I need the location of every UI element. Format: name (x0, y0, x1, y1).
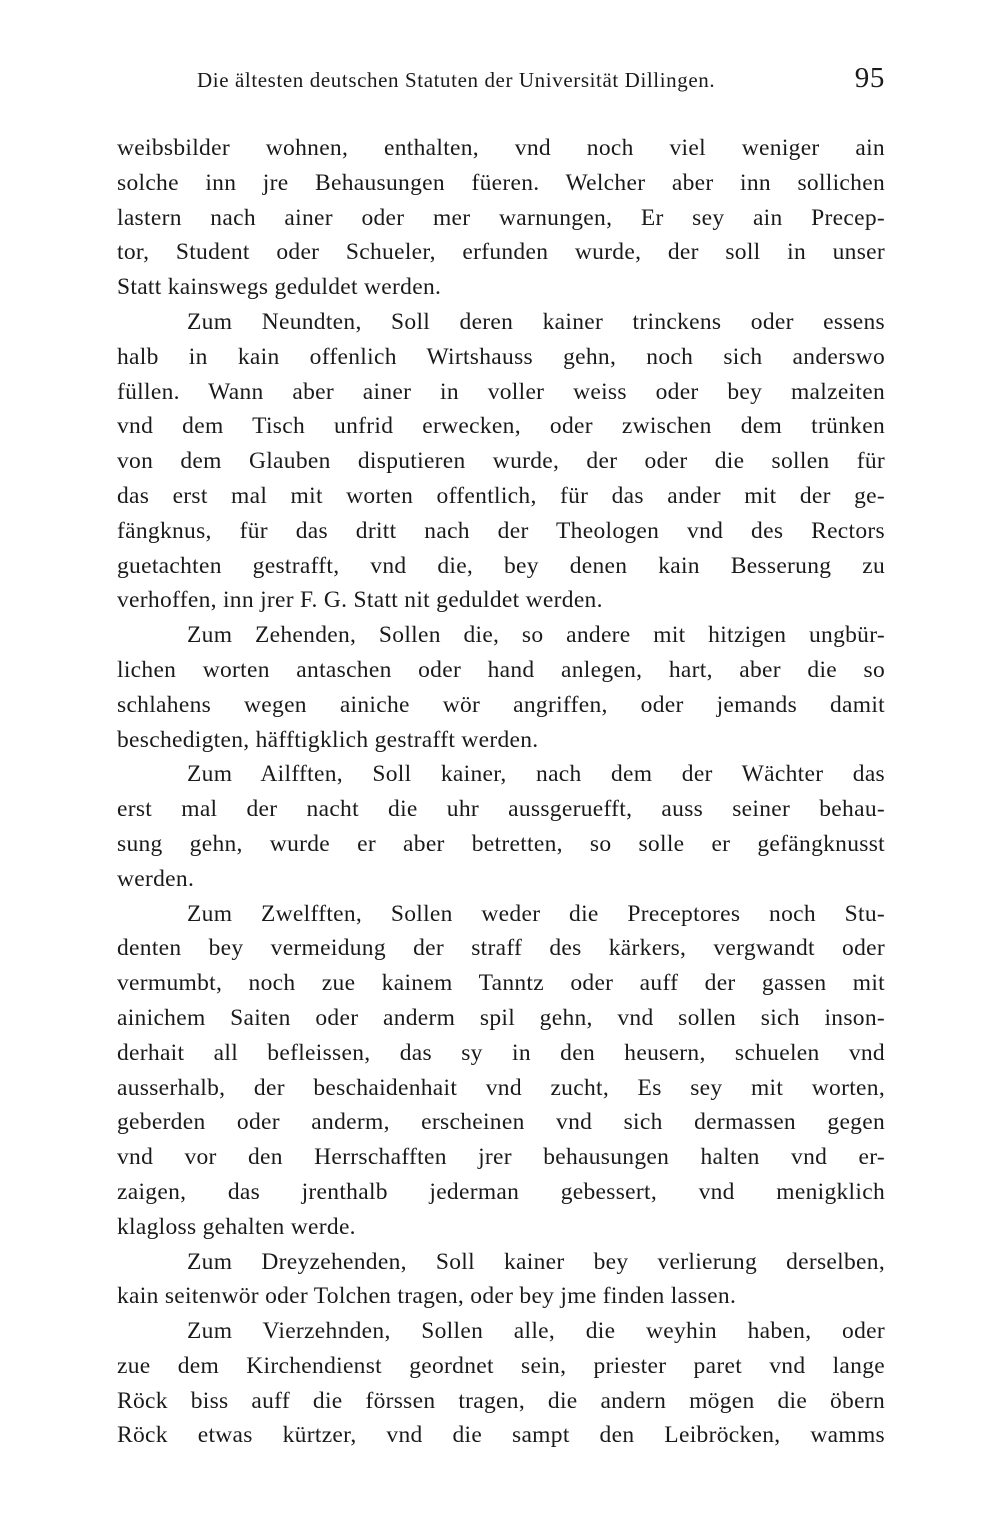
text-line: werden. (117, 865, 195, 892)
text-line: Röck biss auff die förssen tragen, die andern mögen die öbern (117, 1387, 885, 1414)
text-line: Zum Vierzehnden, Sollen alle, die weyhin haben, oder (187, 1318, 885, 1345)
text-line: klagloss gehalten werde. (117, 1213, 356, 1240)
text-line: erst mal der nacht die uhr aussgeruefft, auss seiner behau- (117, 796, 885, 823)
text-line: Statt kainswegs geduldet werden. (117, 274, 442, 301)
page-header (115, 62, 885, 98)
text-line: tor, Student oder Schueler, erfunden wurde, der soll in unser (117, 239, 885, 266)
text-line: Zum Zehenden, Sollen die, so andere mit hitzigen ungbür- (187, 622, 885, 649)
text-line: denten bey vermeidung der straff des kärkers, vergwandt oder (117, 935, 885, 962)
text-line: beschedigten, häfftigklich gestrafft werden. (117, 726, 539, 753)
text-line: schlahens wegen ainiche wör angriffen, oder jemands damit (117, 691, 885, 718)
text-line: Zum Dreyzehenden, Soll kainer bey verlierung derselben, (187, 1248, 885, 1275)
text-line: füllen. Wann aber ainer in voller weiss oder bey malzeiten (117, 378, 885, 405)
text-line: lichen worten antaschen oder hand anlegen, hart, aber die so (117, 656, 885, 683)
text-line: zaigen, das jrenthalb jederman gebessert, vnd menigklich (117, 1178, 885, 1205)
text-line: zue dem Kirchendienst geordnet sein, priester paret vnd lange (117, 1352, 885, 1379)
text-line: vnd dem Tisch unfrid erwecken, oder zwischen dem trünken (117, 413, 885, 440)
text-line: ausserhalb, der beschaidenhait vnd zucht, Es sey mit worten, (117, 1074, 885, 1101)
text-line: Zum Neundten, Soll deren kainer trinckens oder essens (187, 308, 885, 335)
text-line: von dem Glauben disputieren wurde, der oder die sollen für (117, 448, 885, 475)
text-line: geberden oder anderm, erscheinen vnd sich dermassen gegen (117, 1109, 885, 1136)
text-line: Zum Ailfften, Soll kainer, nach dem der Wächter das (187, 761, 885, 788)
text-line: vermumbt, noch zue kainem Tanntz oder auff der gassen mit (117, 970, 885, 997)
text-line: halb in kain offenlich Wirtshauss gehn, noch sich anderswo (117, 343, 885, 370)
text-line: das erst mal mit worten offentlich, für das ander mit der ge- (117, 482, 885, 509)
text-line: lastern nach ainer oder mer warnungen, Er sey ain Precep- (117, 204, 885, 231)
text-line: kain seitenwör oder Tolchen tragen, oder bey jme finden lassen. (117, 1283, 737, 1310)
text-line: Röck etwas kürtzer, vnd die sampt den Leibröcken, wamms (117, 1422, 885, 1449)
text-line: guetachten gestrafft, vnd die, bey denen kain Besserung zu (117, 552, 885, 579)
text-line: fängknus, für das dritt nach der Theologen vnd des Rectors (117, 517, 885, 544)
text-line: sung gehn, wurde er aber betretten, so solle er gefängknusst (117, 830, 885, 857)
body-text (117, 131, 885, 1453)
running-title: Die ältesten deutschen Statuten der Universität Dillingen. (197, 68, 716, 92)
text-line: derhait all befleissen, das sy in den heusern, schuelen vnd (117, 1039, 885, 1066)
text-line: verhoffen, inn jrer F. G. Statt nit geduldet werden. (117, 587, 603, 614)
text-line: vnd vor den Herrschafften jrer behausungen halten vnd er- (117, 1144, 885, 1171)
text-line: Zum Zwelfften, Sollen weder die Preceptores noch Stu- (187, 900, 885, 927)
text-line: ainichem Saiten oder anderm spil gehn, vnd sollen sich inson- (117, 1004, 885, 1031)
text-line: solche inn jre Behausungen füeren. Welcher aber inn sollichen (117, 169, 885, 196)
page-number: 95 (854, 62, 885, 94)
text-line: weibsbilder wohnen, enthalten, vnd noch viel weniger ain (117, 135, 885, 161)
